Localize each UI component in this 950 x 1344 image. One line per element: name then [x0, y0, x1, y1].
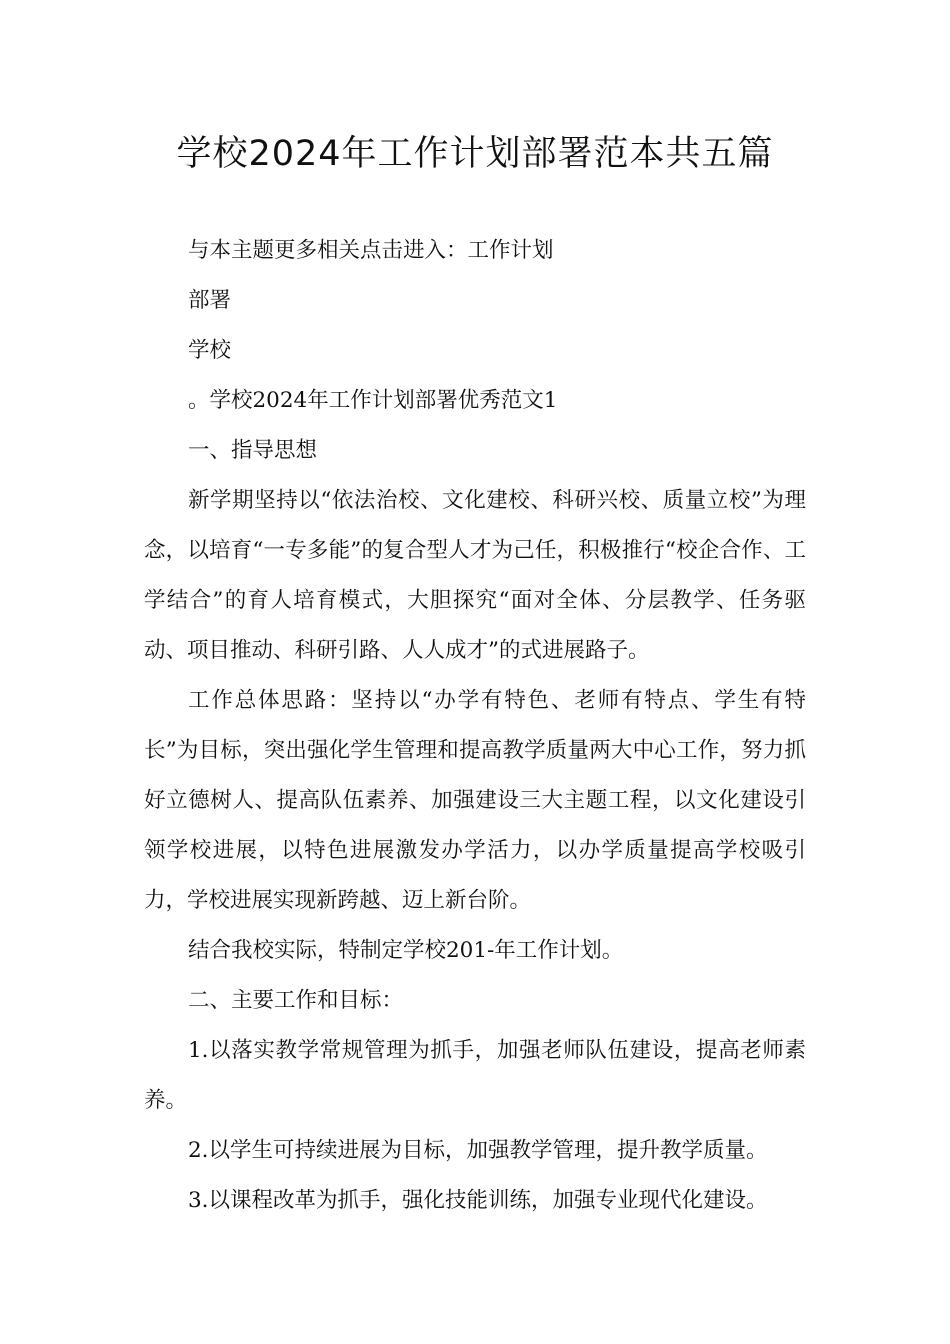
paragraph-plan-intro: 结合我校实际，特制定学校201-年工作计划。	[188, 938, 624, 963]
paragraph-overall-approach: 工作总体思路：坚持以“办学有特色、老师有特点、学生有特长”为目标，突出强化学生管理和提高教学质量两大中心工作，努力抓好立德树人、提高队伍素养、加强建设三大主题工程，以文化建设引领学校进展，以特色进展激发办学活力，以办学质量提高学校吸引力，学校进展实现新跨越、迈上新台阶。	[144, 688, 806, 913]
section-heading-main-goals: 二、主要工作和目标：	[188, 988, 404, 1013]
list-item-goal-2: 2.以学生可持续进展为目标，加强教学管理，提升教学质量。	[188, 1138, 768, 1163]
paragraph-sample-heading: 。学校2024年工作计划部署优秀范文1	[188, 388, 558, 413]
document-title: 学校2024年工作计划部署范本共五篇	[176, 134, 774, 174]
list-item-goal-1: 1.以落实教学常规管理为抓手，加强老师队伍建设，提高老师素养。	[144, 1038, 806, 1113]
paragraph-tag-school: 学校	[188, 338, 232, 363]
paragraph-tag-deploy: 部署	[188, 288, 232, 313]
document-body	[144, 226, 806, 1226]
paragraph-guiding-thought: 新学期坚持以“依法治校、文化建校、科研兴校、质量立校”为理念，以培育“一专多能”的复合型人才为己任，积极推行“校企合作、工学结合”的育人培育模式，大胆探究“面对全体、分层教学、任务驱动、项目推动、科研引路、人人成才”的式进展路子。	[144, 488, 806, 663]
paragraph-related-link: 与本主题更多相关点击进入：工作计划	[188, 238, 554, 263]
list-item-goal-3: 3.以课程改革为抓手，强化技能训练，加强专业现代化建设。	[188, 1188, 768, 1213]
section-heading-guiding-thought: 一、指导思想	[188, 438, 318, 463]
